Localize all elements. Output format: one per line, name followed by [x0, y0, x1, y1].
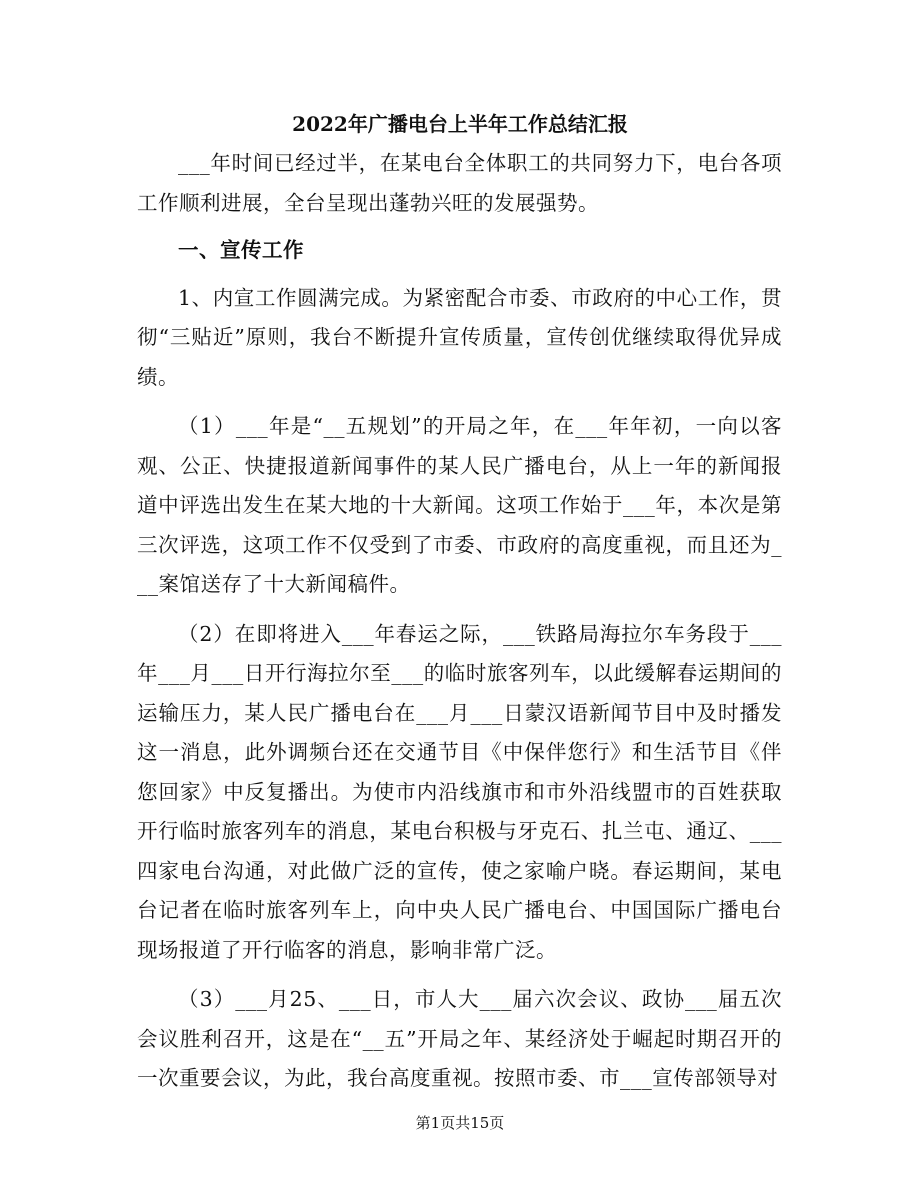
page-footer: 第1页共15页	[415, 1114, 505, 1132]
item-2-paragraph: （2）在即将进入___年春运之际，___铁路局海拉尔车务段于___年___月___日开行海拉尔至___的临时旅客列车，以此缓解春运期间的运输压力，某人民广播电台在___月___日蒙汉语新闻节目中及时播发这一消息，此外调频台还在交通节目《中保伴您行》和生活节目《伴您回家》中反复播出。为使市内沿线旗市和市外沿线盟市的百姓获取开行临时旅客列车的消息，某电台积极与牙克石、扎兰屯、通辽、___四家电台沟通，对此做广泛的宣传，使之家喻户晓。春运期间，某电台记者在临时旅客列车上，向中央人民广播电台、中国国际广播电台现场报道了开行临客的消息，影响非常广泛。	[137, 621, 782, 962]
document-body	[137, 144, 782, 1099]
section-heading: 一、宣传工作	[178, 238, 304, 262]
item-3-paragraph: （3）___月25、___日，市人大___届六次会议、政协___届五次会议胜利召开，这是在“__五”开局之年、某经济处于崛起时期召开的一次重要会议，为此，我台高度重视。按照市委、市___宣传部领导对	[137, 987, 782, 1090]
intro-paragraph: ___年时间已经过半，在某电台全体职工的共同努力下，电台各项工作顺利进展，全台呈现出蓬勃兴旺的发展强势。	[137, 151, 782, 215]
item-1-paragraph: （1）___年是“__五规划”的开局之年，在___年年初，一向以客观、公正、快捷报道新闻事件的某人民广播电台，从上一年的新闻报道中评选出发生在某大地的十大新闻。这项工作始于___年，本次是第三次评选，这项工作不仅受到了市委、市政府的高度重视，而且还为___案馆送存了十大新闻稿件。	[137, 414, 782, 596]
point-1-paragraph: 1、内宣工作圆满完成。为紧密配合市委、市政府的中心工作，贯彻“三贴近”原则，我台不断提升宣传质量，宣传创优继续取得优异成绩。	[137, 285, 782, 389]
document-title: 2022年广播电台上半年工作总结汇报	[292, 112, 628, 136]
